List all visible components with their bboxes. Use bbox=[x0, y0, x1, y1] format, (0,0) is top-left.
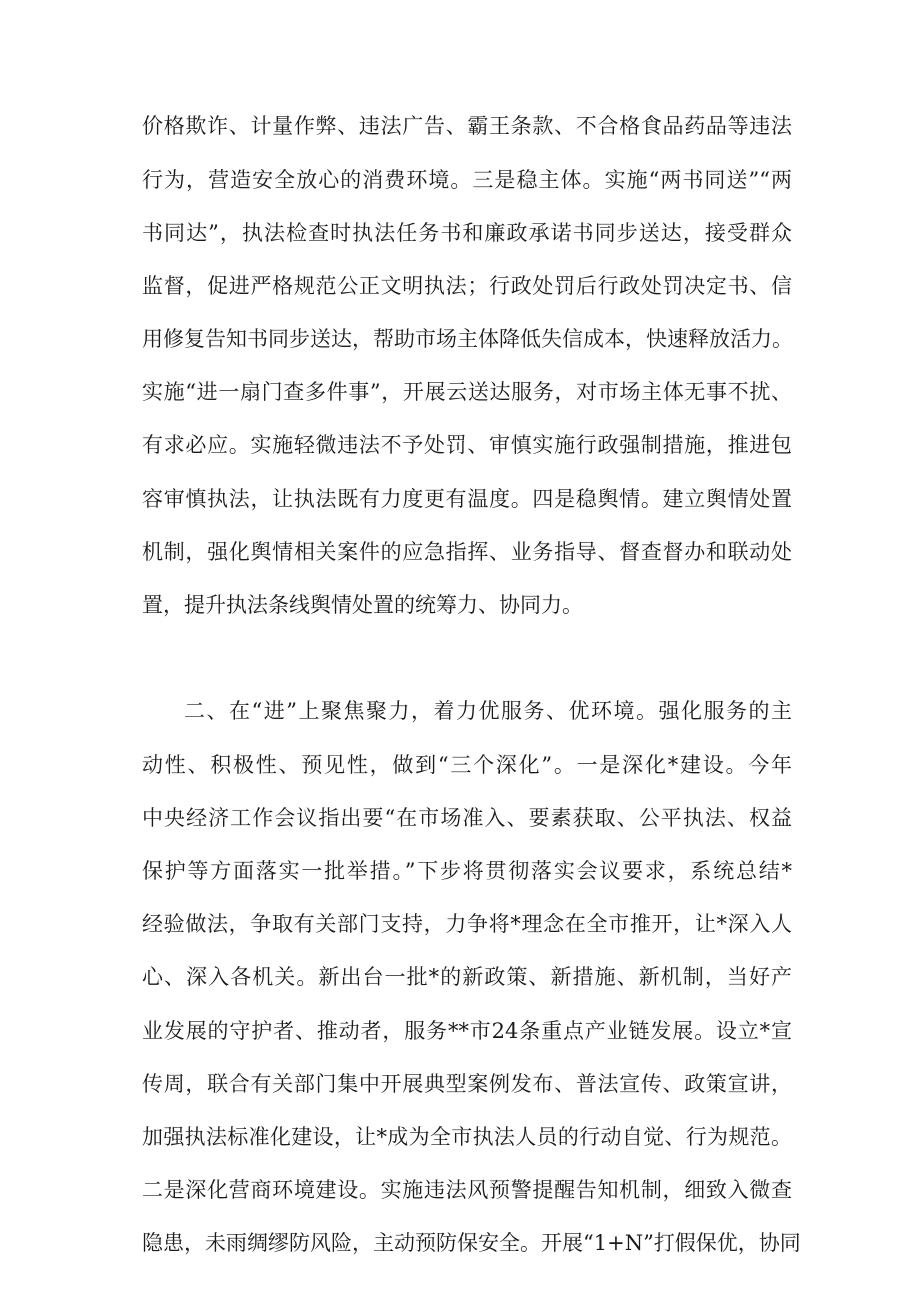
text-line: 中央经济工作会议指出要“在市场准入、要素获取、公平执法、权益 bbox=[142, 806, 792, 830]
text-line: 保护等方面落实一批举措。”下步将贯彻落实会议要求，系统总结* bbox=[142, 859, 792, 883]
text-line: 置，提升执法条线舆情处置的统筹力、协同力。 bbox=[142, 593, 583, 617]
text-line: 传周，联合有关部门集中开展典型案例发布、普法宣传、政策宣讲， bbox=[142, 1072, 792, 1096]
text-line: 二、在“进”上聚焦聚力，着力优服务、优环境。强化服务的主 bbox=[184, 699, 792, 723]
text-line: 动性、积极性、预见性，做到“三个深化”。一是深化*建设。今年 bbox=[142, 753, 792, 777]
text-line: 心、深入各机关。新出台一批*的新政策、新措施、新机制，当好产 bbox=[142, 965, 792, 989]
text-line: 价格欺诈、计量作弊、违法广告、霸王条款、不合格食品药品等违法 bbox=[142, 114, 792, 138]
text-line: 容审慎执法，让执法既有力度更有温度。四是稳舆情。建立舆情处置 bbox=[142, 487, 792, 511]
text-line: 书同达”，执法检查时执法任务书和廉政承诺书同步送达，接受群众 bbox=[142, 221, 792, 245]
text-line: 加强执法标准化建设，让*成为全市执法人员的行动自觉、行为规范。 bbox=[142, 1125, 792, 1149]
text-line: 隐患，未雨绸缪防风险，主动预防保安全。开展“1+N”打假保优，协同 bbox=[142, 1231, 801, 1255]
text-line: 机制，强化舆情相关案件的应急指挥、业务指导、督查督办和联动处 bbox=[142, 540, 792, 564]
text-line: 有求必应。实施轻微违法不予处罚、审慎实施行政强制措施，推进包 bbox=[142, 433, 792, 457]
text-line: 二是深化营商环境建设。实施违法风预警提醒告知机制，细致入微查 bbox=[142, 1178, 792, 1202]
text-line: 实施“进一扇门查多件事”，开展云送达服务，对市场主体无事不扰、 bbox=[142, 380, 792, 404]
text-line: 业发展的守护者、推动者，服务**市24条重点产业链发展。设立*宣 bbox=[142, 1019, 792, 1043]
text-line: 行为，营造安全放心的消费环境。三是稳主体。实施“两书同送”“两 bbox=[142, 168, 792, 192]
text-line: 监督，促进严格规范公正文明执法；行政处罚后行政处罚决定书、信 bbox=[142, 274, 792, 298]
text-line: 用修复告知书同步送达，帮助市场主体降低失信成本，快速释放活力。 bbox=[142, 327, 793, 351]
text-line: 经验做法，争取有关部门支持，力争将*理念在全市推开，让*深入人 bbox=[142, 912, 792, 936]
